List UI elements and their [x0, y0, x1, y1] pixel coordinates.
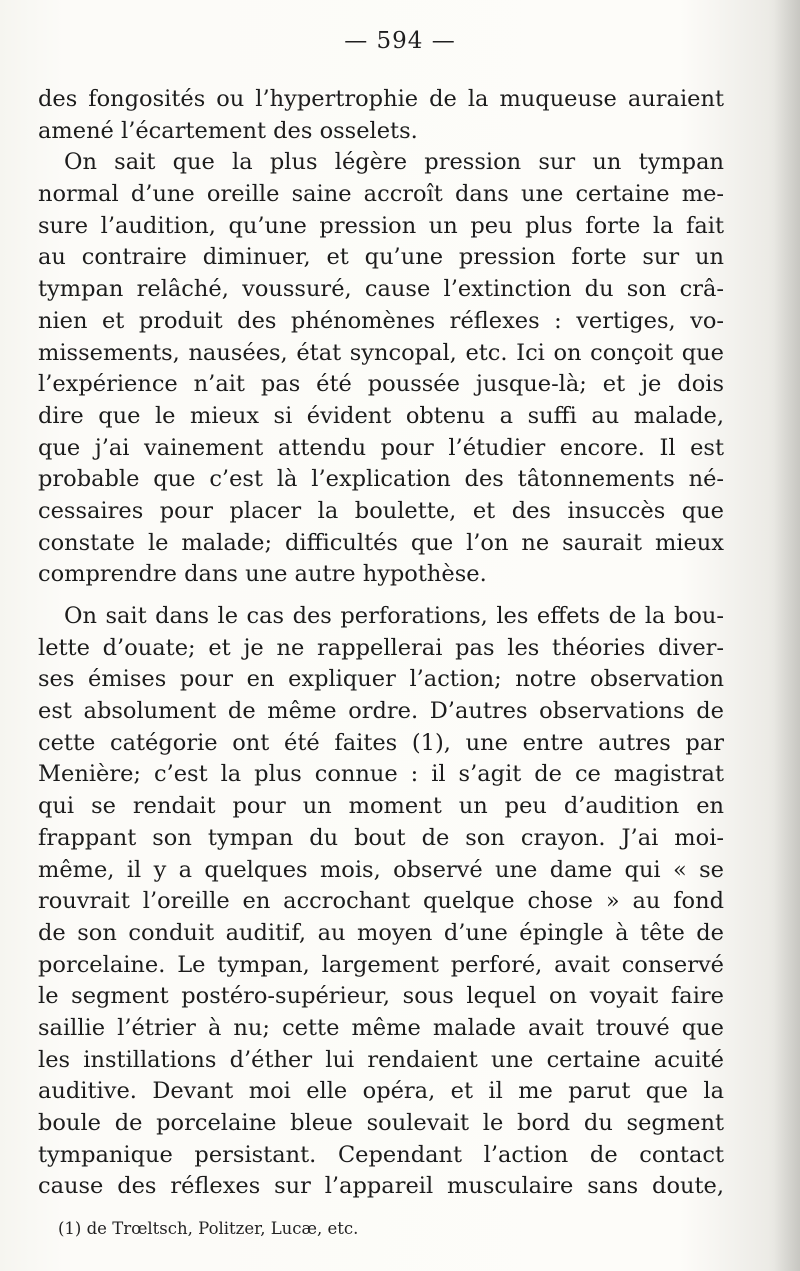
text-line: cessaires pour placer la boulette, et des insuccès que — [38, 497, 724, 524]
text-line: des fongosités ou l’hypertrophie de la muqueuse auraient — [38, 86, 724, 112]
text-line: On sait que la plus légère pression sur un tympan — [64, 149, 724, 176]
page-edge-shadow — [774, 0, 800, 1271]
text-line: même, il y a quelques mois, observé une dame qui « se — [38, 856, 724, 883]
text-line: au contraire diminuer, et qu’une pression forte sur un — [38, 244, 724, 271]
body-text — [38, 84, 724, 1203]
text-line: boule de porcelaine bleue soulevait le bord du segment — [38, 1110, 724, 1136]
footnote: (1) de Trœltsch, Politzer, Lucæ, etc. — [58, 1219, 359, 1238]
text-line: sure l’audition, qu’une pression un peu plus forte la fait — [38, 212, 724, 239]
text-line: dire que le mieux si évident obtenu a suffi au malade, — [38, 402, 724, 429]
page-number: — 594 — — [344, 28, 456, 54]
text-line: comprendre dans une autre hypothèse. — [38, 561, 487, 588]
text-line: qui se rendait pour un moment un peu d’audition en — [38, 793, 724, 820]
text-line: l’expérience n’ait pas été poussée jusque-là; et je dois — [38, 371, 724, 398]
text-line: saillie l’étrier à nu; cette même malade avait trouvé que — [38, 1014, 724, 1041]
text-line: frappant son tympan du bout de son crayon. J’ai moi- — [38, 824, 724, 851]
text-line: normal d’une oreille saine accroît dans une certaine me- — [38, 181, 724, 208]
paragraph-2 — [38, 147, 724, 591]
text-line: tympan relâché, voussuré, cause l’extinction du son crâ- — [38, 276, 724, 303]
text-line: Menière; c’est la plus connue : il s’agit de ce magistrat — [38, 761, 724, 788]
text-line: auditive. Devant moi elle opéra, et il me parut que la — [38, 1078, 724, 1105]
text-line: probable que c’est là l’explication des tâtonnements né- — [38, 466, 724, 493]
text-line: que j’ai vainement attendu pour l’étudier encore. Il est — [38, 434, 724, 461]
text-line: le segment postéro-supérieur, sous lequel on voyait faire — [38, 983, 724, 1010]
text-line: constate le malade; difficultés que l’on ne saurait mieux — [38, 529, 724, 556]
paragraph-3 — [38, 601, 724, 1203]
text-line: On sait dans le cas des perforations, les effets de la bou- — [64, 603, 724, 629]
text-line: rouvrait l’oreille en accrochant quelque chose » au fond — [38, 888, 724, 915]
text-line: est absolument de même ordre. D’autres observations de — [38, 698, 724, 725]
text-line: cause des réflexes sur l’appareil musculaire sans doute, — [38, 1173, 724, 1200]
text-line: cette catégorie ont été faites (1), une entre autres par — [38, 729, 724, 756]
text-line: de son conduit auditif, au moyen d’une épingle à tête de — [38, 919, 724, 946]
text-line: lette d’ouate; et je ne rappellerai pas les théories diver- — [38, 634, 724, 661]
text-line: amené l’écartement des osselets. — [38, 117, 418, 144]
text-line: ses émises pour en expliquer l’action; notre observation — [38, 666, 724, 693]
text-line: les instillations d’éther lui rendaient une certaine acuité — [38, 1046, 724, 1073]
text-line: tympanique persistant. Cependant l’action de contact — [38, 1141, 724, 1168]
text-line: porcelaine. Le tympan, largement perforé, avait conservé — [38, 951, 724, 978]
text-line: missements, nausées, état syncopal, etc. Ici on conçoit que — [38, 339, 724, 366]
text-line: nien et produit des phénomènes réflexes : vertiges, vo- — [38, 307, 724, 334]
paragraph-1 — [38, 84, 724, 147]
